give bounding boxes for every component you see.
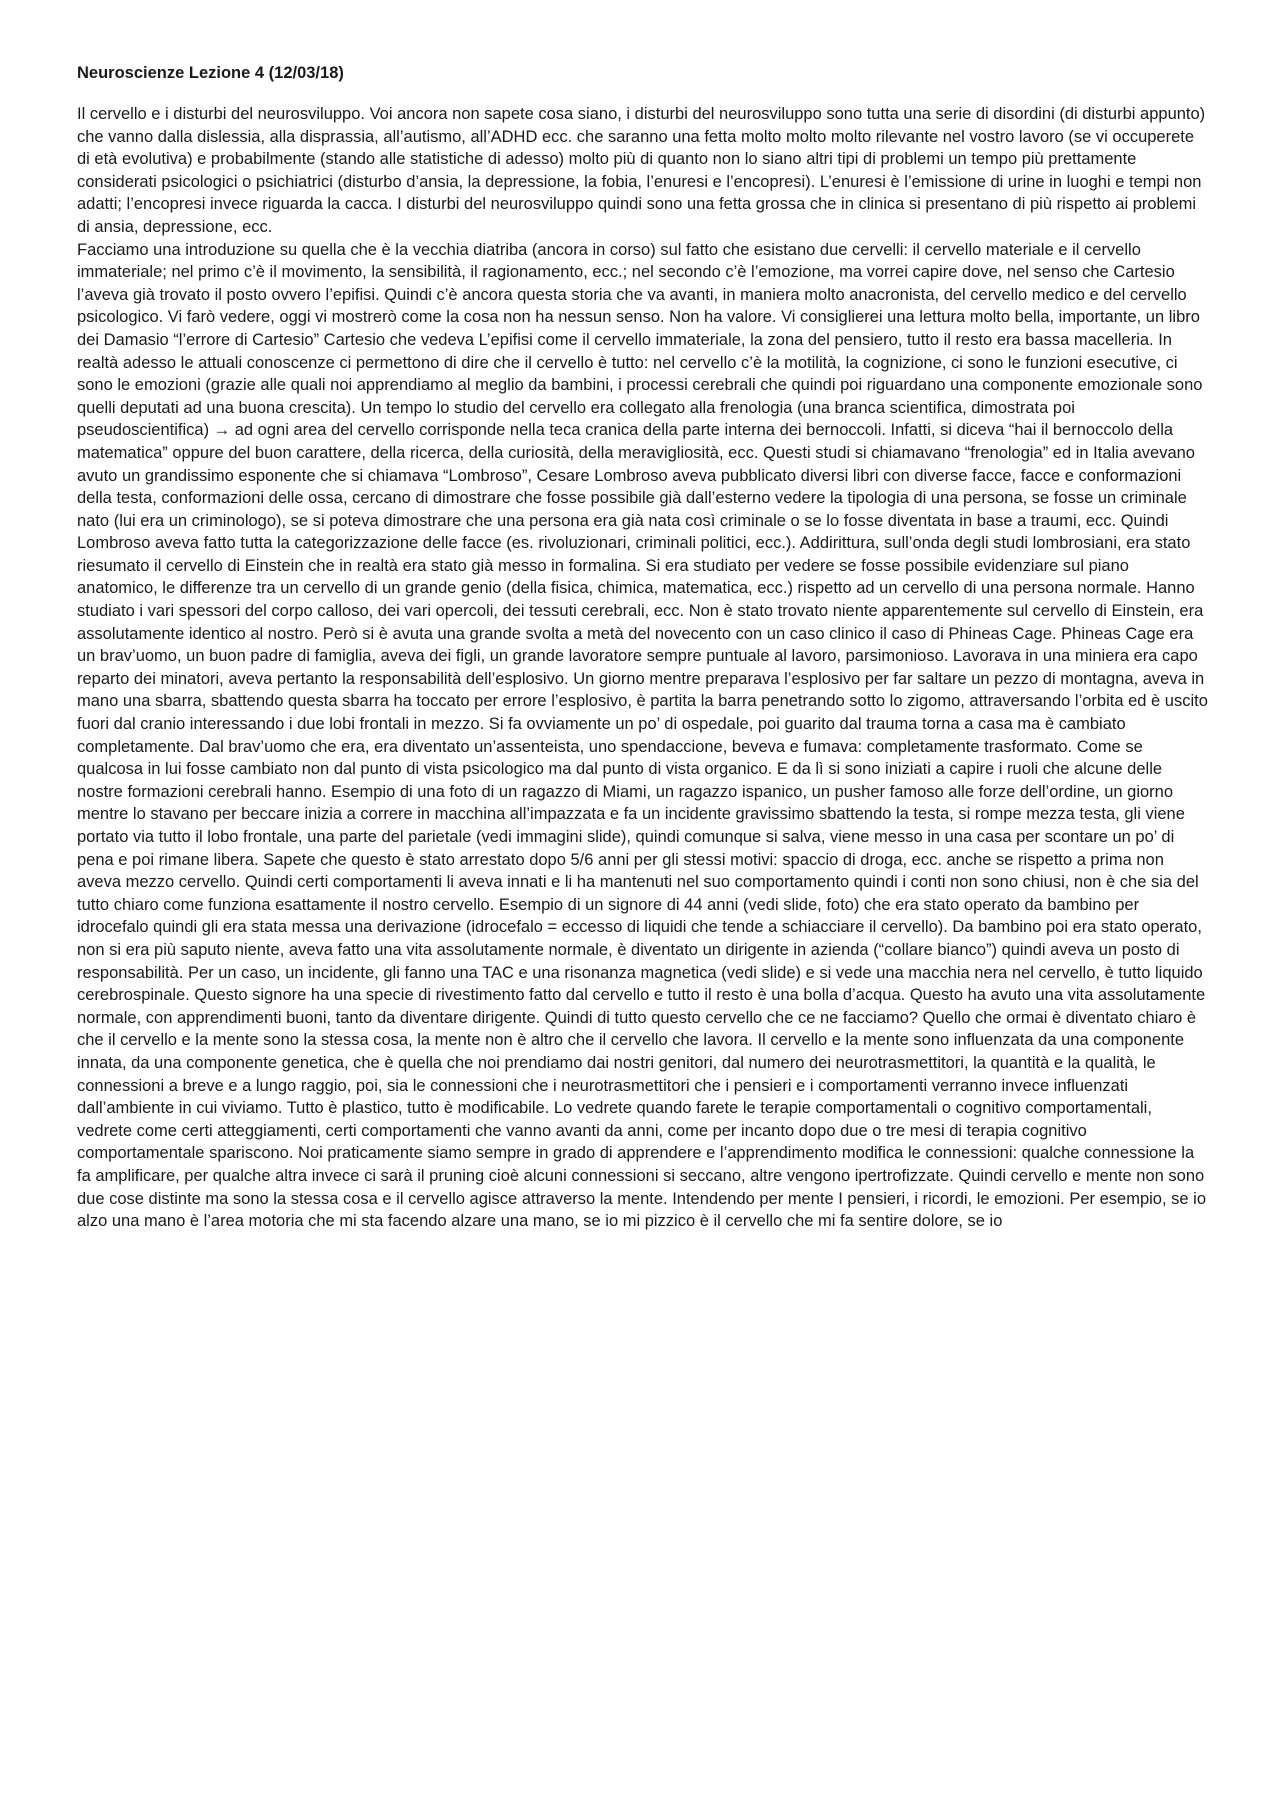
paragraph-intro: Il cervello e i disturbi del neurosviluppo. Voi ancora non sapete cosa siano, i disturbi del neurosviluppo sono tutta una serie di disordini (di disturbi appunto) che vanno dalla dislessia, alla disprassia, all’autismo, all’ADHD ecc. che saranno una fetta molto molto molto rilevante nel vostro lavoro (se vi occuperete di età evolutiva) e probabilmente (stando alle statistiche di adesso) molto più di quanto non lo siano altri tipi di problemi un tempo più prettamente considerati psicologici o psichiatrici (disturbo d’ansia, la depressione, la fobia, l’enuresi e l’encopresi). L’enuresi è l’emissione di urine in luoghi e tempi non adatti; l’encopresi invece riguarda la cacca. I disturbi del neurosviluppo quindi sono una fetta grossa che in clinica si presentano di più rispetto ai problemi di ansia, depressione, ecc.	[77, 105, 1206, 236]
document-page	[77, 62, 1211, 1233]
document-title: Neuroscienze Lezione 4 (12/03/18)	[77, 64, 344, 82]
paragraph-brain-mind: Facciamo una introduzione su quella che è la vecchia diatriba (ancora in corso) sul fatto che esistano due cervelli: il cervello materiale e il cervello immateriale; nel primo c’è il movimento, la sensibilità, il ragionamento, ecc.; nel secondo c’è l’emozione, ma vorrei capire dove, nel senso che Cartesio l’aveva già trovato il posto ovvero l’epifisi. Quindi c’è ancora questa storia che va avanti, in maniera molto anacronista, del cervello medico e del cervello psicologico. Vi farò vedere, oggi vi mostrerò come la cosa non ha nessun senso. Non ha valore. Vi consiglierei una lettura molto bella, importante, un libro dei Damasio “l’errore di Cartesio” Cartesio che vedeva L’epifisi come il cervello immateriale, la zona del pensiero, tutto il resto era bassa macelleria. In realtà adesso le attuali conoscenze ci permettono di dire che il cervello è tutto: nel cervello c’è la motilità, la cognizione, ci sono le funzioni esecutive, ci sono le emozioni (grazie alle quali noi apprendiamo al meglio da bambini, i processi cerebrali che quindi poi riguardano una componente emozionale sono quelli deputati ad una buona crescita). Un tempo lo studio del cervello era collegato alla frenologia (una branca scientifica, dimostrata poi pseudoscientifica) → ad ogni area del cervello corrisponde nella teca cranica della parte interna dei bernoccoli. Infatti, si diceva “hai il bernoccolo della matematica” oppure del buon carattere, della ricerca, della curiosità, della meravigliosità, ecc. Questi studi si chiamavano “frenologia” ed in Italia avevano avuto un grandissimo esponente che si chiamava “Lombroso”, Cesare Lombroso aveva pubblicato diversi libri con diverse facce, facce e conformazioni della testa, conformazioni delle ossa, cercano di dimostrare che fosse possibile già dall’esterno vedere la tipologia di una persona, se fosse un criminale nato (lui era un criminologo), se si poteva dimostrare che una persona era già nata così criminale o se lo fosse diventata in base a traumi, ecc. Quindi Lombroso aveva fatto tutta la categorizzazione delle facce (es. rivoluzionari, criminali politici, ecc.). Addirittura, sull’onda degli studi lombrosiani, era stato riesumato il cervello di Einstein che in realtà era stato già messo in formalina. Si era studiato per vedere se fosse possibile evidenziare sul piano anatomico, le differenze tra un cervello di un grande genio (della fisica, chimica, matematica, ecc.) rispetto ad un cervello di una persona normale. Hanno studiato i vari spessori del corpo calloso, dei vari opercoli, dei tessuti cerebrali, ecc. Non è stato trovato niente apparentemente sul cervello di Einstein, era assolutamente identico al nostro. Però si è avuta una grande svolta a metà del novecento con un caso clinico il caso di Phineas Cage. Phineas Cage era un brav’uomo, un buon padre di famiglia, aveva dei figli, un grande lavoratore sempre puntuale al lavoro, parsimonioso. Lavorava in una miniera era capo reparto dei minatori, aveva pertanto la responsabilità dell’esplosivo. Un giorno mentre preparava l’esplosivo per far saltare un pezzo di montagna, aveva in mano una sbarra, sbattendo questa sbarra ha toccato per errore l’esplosivo, è partita la barra penetrando sotto lo zigomo, attraversando l’orbita ed è uscito fuori dal cranio interessando i due lobi frontali in mezzo. Si fa ovviamente un po’ di ospedale, poi guarito dal trauma torna a casa ma è cambiato completamente. Dal brav’uomo che era, era diventato un’assenteista, uno spendaccione, beveva e fumava: completamente trasformato. Come se qualcosa in lui fosse cambiato non dal punto di vista psicologico ma dal punto di vista organico. E da lì si sono iniziati a capire i ruoli che alcune delle nostre formazioni cerebrali hanno. Esempio di una foto di un ragazzo di Miami, un ragazzo ispanico, un pusher famoso alle forze dell’ordine, un giorno mentre lo stavano per beccare inizia a correre in macchina all’impazzata e fa un incidente gravissimo sbattendo la testa, si rompe mezza testa, gli viene portato via tutto il lobo frontale, una parte del parietale (vedi immagini slide), quindi comunque si salva, viene messo in una casa per scontare un po’ di pena e poi rimane libera. Sapete che questo è stato arrestato dopo 5/6 anni per gli stessi motivi: spaccio di droga, ecc. anche se rispetto a prima non aveva mezzo cervello. Quindi certi comportamenti li aveva innati e li ha mantenuti nel suo comportamento quindi i conti non sono chiusi, non è che sia del tutto chiaro come funziona esattamente il nostro cervello. Esempio di un signore di 44 anni (vedi slide, foto) che era stato operato da bambino per idrocefalo quindi gli era stata messa una derivazione (idrocefalo = eccesso di liquidi che tende a schiacciare il cervello). Da bambino poi era stato operato, non si era più saputo niente, aveva fatto una vita assolutamente normale, è diventato un dirigente in azienda (“collare bianco”) quindi aveva un posto di responsabilità. Per un caso, un incidente, gli fanno una TAC e una risonanza magnetica (vedi slide) e si vede una macchia nera nel cervello, è tutto liquido cerebrospinale. Questo signore ha una specie di rivestimento fatto dal cervello e tutto il resto è una bolla d’acqua. Questo ha avuto una vita assolutamente normale, con apprendimenti buoni, tanto da diventare dirigente. Quindi di tutto questo cervello che ce ne facciamo? Quello che ormai è diventato chiaro è che il cervello e la mente sono la stessa cosa, la mente non è altro che il cervello che lavora. Il cervello e la mente sono influenzata da una componente innata, da una componente genetica, che è quella che noi prendiamo dai nostri genitori, dal numero dei neurotrasmettitori, la quantità e la qualità, le connessioni a breve e a lungo raggio, poi, sia le connessioni che i neurotrasmettitori che i pensieri e i comportamenti verranno invece influenzati dall’ambiente in cui viviamo. Tutto è plastico, tutto è modificabile. Lo vedrete quando farete le terapie comportamentali o cognitivo comportamentali, vedrete come certi atteggiamenti, certi comportamenti che vanno avanti da anni, come per incanto dopo due o tre mesi di terapia cognitivo comportamentale spariscono. Noi praticamente siamo sempre in grado di apprendere e l’apprendimento modifica le connessioni: qualche connessione la fa amplificare, per qualche altra invece ci sarà il pruning cioè alcuni connessioni si seccano, altre vengono ipertrofizzate. Quindi cervello e mente non sono due cose distinte ma sono la stessa cosa e il cervello agisce attraverso la mente. Intendendo per mente I pensieri, i ricordi, le emozioni. Per esempio, se io alzo una mano è l’area motoria che mi sta facendo alzare una mano, se io mi pizzico è il cervello che mi fa sentire dolore, se io	[77, 240, 1208, 1231]
